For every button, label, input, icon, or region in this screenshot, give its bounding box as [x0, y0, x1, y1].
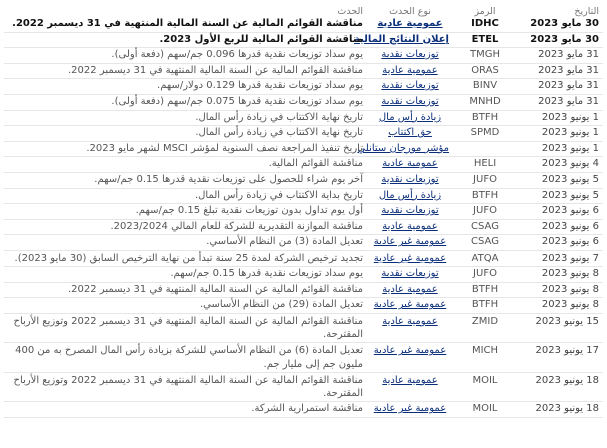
event-type-link[interactable]: توزيعات نقدية: [381, 95, 439, 107]
event-description-cell: [4, 17, 367, 32]
event-description: تعديل المادة (6) من النظام الأساسي للشركة بزيادة رأس المال المصرح به من 400 مليون جم إلى مليار جم.: [15, 345, 363, 370]
event-type-link[interactable]: عمومية عادية: [377, 18, 443, 29]
event-description-cell: [4, 188, 367, 204]
event-description-cell: [4, 313, 367, 342]
event-type-link-cell: [354, 32, 453, 48]
event-type-link-cell: [367, 110, 453, 126]
table-row: [4, 188, 603, 204]
ticker-code: ORAS: [471, 64, 499, 76]
ticker-code-cell: [453, 48, 517, 64]
event-date-cell: [517, 372, 603, 401]
event-description: تجديد ترخيص الشركة لمدة 25 سنة تبدأ من نهاية الترخيص السابق (30 مايو 2023).: [14, 252, 363, 264]
event-type-link-cell: [367, 79, 453, 95]
event-date-cell: [517, 282, 603, 298]
event-date: 8 يونيو 2023: [541, 268, 599, 280]
ticker-code: BTFH: [471, 189, 499, 201]
table-row: [4, 219, 603, 235]
event-description-cell: [4, 219, 367, 235]
event-date-cell: [517, 17, 603, 32]
event-description-cell: [4, 48, 367, 64]
event-type-link-cell: [367, 282, 453, 298]
event-type-link-cell: [367, 235, 453, 251]
ticker-code: JUFO: [473, 205, 497, 217]
event-type-link[interactable]: عمومية عادية: [382, 64, 438, 76]
event-date-cell: [517, 141, 603, 157]
event-type-link-cell: [367, 267, 453, 283]
header-code: الرمز: [474, 6, 496, 17]
event-type-link[interactable]: توزيعات نقدية: [381, 173, 439, 185]
event-type-link-cell: [367, 157, 453, 173]
header-date: التاريخ: [574, 6, 599, 17]
ticker-code-cell: [453, 235, 517, 251]
event-date-cell: [517, 110, 603, 126]
table-row: [4, 372, 603, 401]
event-type-link[interactable]: توزيعات نقدية: [381, 205, 439, 217]
event-date: 7 يونيو 2023: [541, 252, 599, 264]
table-row: [4, 267, 603, 283]
event-date: 8 يونيو 2023: [541, 283, 599, 295]
event-date: 6 يونيو 2023: [541, 220, 599, 232]
event-type-link[interactable]: عمومية غير عادية: [373, 403, 447, 415]
table-row: [4, 157, 603, 173]
event-type-link-cell: [367, 48, 453, 64]
event-date: 1 يونيو 2023: [541, 111, 599, 123]
table-row: [4, 32, 603, 48]
ticker-code-cell: [453, 126, 517, 142]
ticker-code-cell: [453, 32, 517, 48]
event-type-link[interactable]: عمومية عادية: [382, 374, 438, 386]
ticker-code-cell: [453, 172, 517, 188]
ticker-code: IDHC: [471, 18, 499, 29]
event-type-link[interactable]: زيادة رأس مال: [378, 111, 442, 123]
ticker-code: BTFH: [471, 111, 499, 123]
event-type-link[interactable]: توزيعات نقدية: [381, 49, 439, 61]
event-description-cell: [4, 343, 367, 372]
event-type-link-cell: [367, 188, 453, 204]
event-description: يوم سداد توزيعات نقدية قدرها 0.15 جم/سهم.: [170, 268, 363, 280]
event-type-link[interactable]: عمومية عادية: [382, 220, 438, 232]
event-description-cell: [4, 63, 367, 79]
table-header-row: [4, 3, 603, 17]
event-type-link[interactable]: توزيعات نقدية: [381, 268, 439, 280]
event-date-cell: [517, 402, 603, 418]
ticker-code-cell: [453, 188, 517, 204]
event-type-link-cell: [367, 298, 453, 314]
events-table: [4, 3, 603, 418]
event-description: تاريخ نهاية الاكتتاب في زيادة رأس المال.: [195, 111, 363, 123]
event-date: 17 يونيو 2023: [535, 345, 599, 357]
event-description: مناقشة استمرارية الشركة.: [251, 403, 363, 415]
ticker-code: ATQA: [471, 252, 499, 264]
table-row: [4, 48, 603, 64]
event-type-link[interactable]: إعلان النتائج المالية: [354, 33, 449, 45]
event-type-link[interactable]: عمومية غير عادية: [373, 299, 447, 311]
event-date-cell: [517, 235, 603, 251]
event-date: 6 يونيو 2023: [541, 236, 599, 248]
ticker-code-cell: [453, 157, 517, 173]
event-date-cell: [517, 48, 603, 64]
table-row: [4, 17, 603, 32]
event-date: 5 يونيو 2023: [541, 189, 599, 201]
ticker-code: JUFO: [473, 173, 497, 185]
event-date-cell: [517, 172, 603, 188]
ticker-code-cell: [453, 267, 517, 283]
event-description: تاريخ نهاية الاكتتاب في زيادة رأس المال.: [195, 127, 363, 139]
event-type-link-cell: [367, 172, 453, 188]
table-row: [4, 172, 603, 188]
event-description: مناقشة القوائم المالية عن السنة المالية المنتهية في 31 ديسمبر 2022.: [67, 64, 363, 76]
event-description-cell: [4, 204, 367, 220]
event-type-link-cell: [367, 63, 453, 79]
event-description-cell: [4, 157, 367, 173]
event-type-link-cell: [367, 204, 453, 220]
event-description: يوم سداد توزيعات نقدية قدرها 0.075 جم/سهم (دفعة أولى).: [111, 95, 363, 107]
ticker-code-cell: [453, 298, 517, 314]
event-description-cell: [4, 298, 367, 314]
ticker-code: JUFO: [473, 268, 497, 280]
table-row: [4, 298, 603, 314]
table-row: [4, 141, 603, 157]
table-row: [4, 79, 603, 95]
event-description-cell: [4, 94, 367, 110]
event-description: مناقشة القوائم المالية عن السنة المالية المنتهية في 31 ديسمبر 2022 وتوزيع الأرباح المقترحة.: [13, 374, 363, 399]
event-date-cell: [517, 32, 603, 48]
event-description: تعديل المادة (3) من النظام الأساسي.: [206, 236, 363, 248]
event-description: آخر يوم شراء للحصول على توزيعات نقدية قدرها 0.15 جم/سهم.: [94, 173, 363, 185]
event-date-cell: [517, 250, 603, 266]
event-description: مناقشة القوائم المالية للربع الأول 2023.: [159, 33, 363, 45]
event-type-link[interactable]: حق اكتتاب: [388, 127, 432, 139]
event-description: تعديل المادة (29) من النظام الأساسي.: [199, 299, 363, 311]
event-date: 1 يونيو 2023: [541, 127, 599, 139]
table-row: [4, 343, 603, 372]
event-date-cell: [517, 219, 603, 235]
event-description-cell: [4, 267, 367, 283]
ticker-code: CSAG: [471, 236, 499, 248]
event-date: 8 يونيو 2023: [541, 299, 599, 311]
event-description: مناقشة الموازنة التقديرية للشركة للعام المالي 2023/2024.: [110, 220, 363, 232]
event-date-cell: [517, 188, 603, 204]
ticker-code-cell: [453, 219, 517, 235]
event-description-cell: [4, 235, 367, 251]
ticker-code-cell: [453, 204, 517, 220]
events-table-body: [4, 17, 603, 417]
ticker-code: MNHD: [469, 95, 501, 107]
event-description-cell: [4, 126, 367, 142]
table-row: [4, 250, 603, 266]
event-date-cell: [517, 204, 603, 220]
event-description: أول يوم تداول بدون توزيعات نقدية تبلغ 0.15 جم/سهم.: [135, 205, 363, 217]
event-description-cell: [4, 372, 367, 401]
ticker-code-cell: [453, 94, 517, 110]
event-type-link[interactable]: عمومية عادية: [382, 315, 438, 327]
event-type-link-cell: [367, 402, 453, 418]
event-type-link[interactable]: عمومية غير عادية: [373, 252, 447, 264]
table-row: [4, 63, 603, 79]
event-description: يوم سداد توزيعات نقدية قدرها 0.096 جم/سهم (دفعة أولى).: [111, 49, 363, 61]
event-date: 30 مايو 2023: [530, 33, 599, 45]
event-date-cell: [517, 79, 603, 95]
ticker-code-cell: [453, 63, 517, 79]
event-description-cell: [4, 402, 367, 418]
event-date-cell: [517, 126, 603, 142]
event-description: مناقشة القوائم المالية عن السنة المالية المنتهية في 31 ديسمبر 2022 وتوزيع الأرباح المقترحة.: [13, 315, 363, 341]
ticker-code-cell: [453, 282, 517, 298]
event-type-link[interactable]: توزيعات نقدية: [381, 80, 439, 92]
event-description: مناقشة القوائم المالية عن السنة المالية المنتهية في 31 ديسمبر 2022.: [67, 283, 363, 295]
event-type-link-cell: [367, 343, 453, 372]
event-type-link-cell: [367, 313, 453, 342]
event-description-cell: [4, 79, 367, 95]
table-row: [4, 402, 603, 418]
ticker-code: SPMD: [470, 127, 500, 139]
event-type-link-cell: [357, 141, 453, 157]
event-date: 18 يونيو 2023: [535, 403, 599, 415]
event-description-cell: [4, 141, 367, 157]
event-date-cell: [517, 157, 603, 173]
ticker-code-cell: [453, 141, 517, 157]
ticker-code: MOIL: [472, 374, 498, 386]
event-description-cell: [4, 250, 367, 266]
ticker-code-cell: [453, 313, 517, 342]
event-type-link[interactable]: عمومية غير عادية: [373, 236, 447, 248]
ticker-code: BTFH: [471, 299, 499, 311]
event-type-link-cell: [367, 219, 453, 235]
table-row: [4, 282, 603, 298]
ticker-code-cell: [453, 110, 517, 126]
ticker-code: ETEL: [471, 33, 499, 45]
ticker-code: MICH: [471, 345, 499, 357]
event-date: 18 يونيو 2023: [535, 374, 599, 386]
event-type-link[interactable]: مؤشر مورجان ستانلي: [357, 142, 449, 154]
event-description: يوم سداد توزيعات نقدية قدرها 0.129 دولار/سهم.: [157, 80, 363, 92]
event-date: 31 مايو 2023: [538, 80, 599, 92]
event-date: 5 يونيو 2023: [541, 173, 599, 185]
table-row: [4, 204, 603, 220]
ticker-code: CSAG: [471, 220, 499, 232]
event-description-cell: [4, 110, 367, 126]
header-type: نوع الحدث: [389, 6, 431, 17]
event-date: 31 مايو 2023: [538, 64, 599, 76]
table-row: [4, 110, 603, 126]
event-description: تاريخ تنفيذ المراجعة نصف السنوية لمؤشر MSCI لشهر مايو 2023.: [86, 142, 363, 154]
event-date-cell: [517, 343, 603, 372]
event-type-link[interactable]: عمومية غير عادية: [373, 345, 447, 357]
ticker-code-cell: [453, 343, 517, 372]
event-date-cell: [517, 94, 603, 110]
ticker-code-cell: [453, 79, 517, 95]
event-description: مناقشة القوائم المالية عن السنة المالية المنتهية في 31 ديسمبر 2022.: [12, 18, 363, 29]
event-date: 4 يونيو 2023: [541, 158, 599, 170]
ticker-code: HELI: [473, 158, 497, 170]
event-date: 31 مايو 2023: [538, 49, 599, 61]
event-date: 1 يونيو 2023: [541, 142, 599, 154]
event-type-link[interactable]: زيادة رأس مال: [378, 189, 442, 201]
event-type-link-cell: [367, 372, 453, 401]
event-description: مناقشة القوائم المالية.: [268, 158, 363, 170]
ticker-code: BINV: [472, 80, 498, 92]
event-date-cell: [517, 63, 603, 79]
table-row: [4, 126, 603, 142]
table-row: [4, 94, 603, 110]
event-date: 31 مايو 2023: [538, 95, 599, 107]
event-date: 6 يونيو 2023: [541, 205, 599, 217]
ticker-code: MOIL: [472, 403, 498, 415]
event-description: تاريخ بداية الاكتتاب في زيادة رأس المال.: [194, 189, 363, 201]
ticker-code: ZMID: [471, 315, 499, 327]
event-date-cell: [517, 313, 603, 342]
event-description-cell: [4, 172, 367, 188]
ticker-code: TMGH: [469, 49, 500, 61]
event-date-cell: [517, 267, 603, 283]
event-date-cell: [517, 298, 603, 314]
table-row: [4, 313, 603, 342]
ticker-code-cell: [453, 17, 517, 32]
ticker-code: BTFH: [471, 283, 499, 295]
ticker-code-cell: [453, 250, 517, 266]
event-description-cell: [4, 282, 367, 298]
event-date: 30 مايو 2023: [530, 18, 599, 29]
event-type-link[interactable]: عمومية عادية: [382, 158, 438, 170]
event-description-cell: [4, 32, 367, 48]
event-type-link-cell: [367, 126, 453, 142]
event-type-link-cell: [367, 94, 453, 110]
event-date: 15 يونيو 2023: [535, 315, 599, 327]
event-type-link-cell: [367, 17, 453, 32]
event-type-link-cell: [367, 250, 453, 266]
header-event: الحدث: [337, 6, 363, 17]
event-type-link[interactable]: عمومية عادية: [382, 283, 438, 295]
table-row: [4, 235, 603, 251]
ticker-code-cell: [453, 372, 517, 401]
ticker-code-cell: [453, 402, 517, 418]
